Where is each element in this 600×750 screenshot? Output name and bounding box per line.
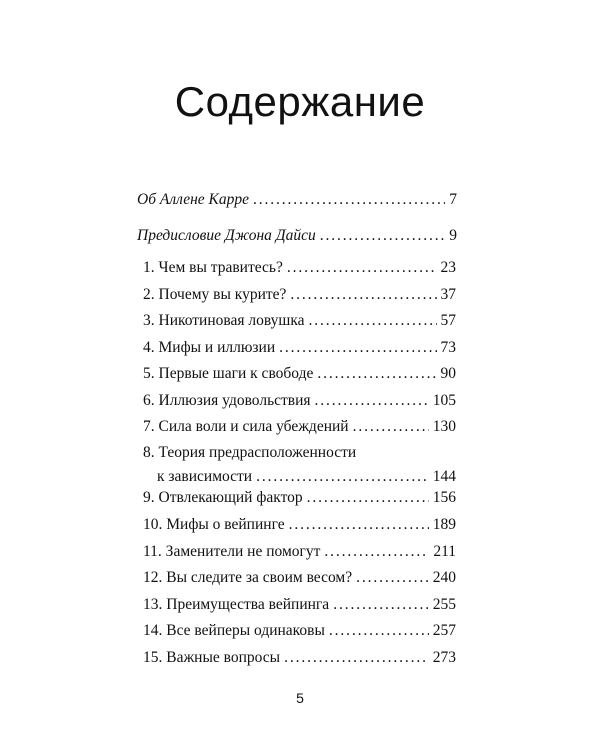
dot-leader [279,339,436,357]
dot-leader [256,468,429,486]
toc-entry-page: 9 [449,227,457,244]
toc-entry-page: 211 [433,543,456,560]
toc-entry-title: Предисловие Джона Дайси [137,227,316,244]
dot-leader [309,312,437,330]
toc-entry-page: 37 [440,286,456,303]
toc-entry-title: 15. Важные вопросы [143,649,281,666]
toc-entry-title: 2. Почему вы курите? [143,286,287,303]
toc-entry-title: 9. Отвлекающий фактор [143,489,303,506]
toc-entry-chapter-8[interactable] [143,444,456,486]
dot-leader [307,489,429,507]
dot-leader [333,596,429,614]
toc-entry-chapter-7[interactable] [143,418,456,436]
toc-entry-page: 156 [432,489,456,506]
toc-entry-page: 130 [432,418,456,435]
toc-entry-page: 273 [432,649,456,666]
toc-entry-title: 3. Никотиновая ловушка [143,312,305,329]
toc-entry-chapter-2[interactable] [143,286,456,304]
toc-entry-page: 144 [432,468,456,485]
toc-entry-chapter-15[interactable] [143,649,456,667]
toc-entry-page: 105 [432,392,456,409]
toc-entry-page: 240 [432,569,456,586]
toc-entry-page: 255 [432,596,456,613]
toc-entry-foreword[interactable] [137,227,457,245]
toc-entry-chapter-13[interactable] [143,596,456,614]
toc-entry-title: 10. Мифы о вейпинге [143,516,285,533]
toc-entry-page: 23 [440,259,456,276]
toc-entry-title: 5. Первые шаги к свободе [143,365,314,382]
toc-entry-page: 57 [440,312,456,329]
toc-entry-title: 7. Сила воли и сила убеждений [143,418,349,435]
toc-entry-page: 189 [432,516,456,533]
toc-entry-chapter-5[interactable] [143,365,456,383]
toc-entry-page: 257 [432,622,456,639]
dot-leader [289,516,429,534]
toc-entry-about-author[interactable] [137,191,457,209]
dot-leader [324,543,429,561]
toc-entry-title: 1. Чем вы травитесь? [143,259,283,276]
dot-leader [317,365,436,383]
dot-leader [356,569,429,587]
dot-leader [320,227,445,245]
dot-leader [290,286,436,304]
toc-entry-title: 12. Вы следите за своим весом? [143,569,353,586]
dot-leader [284,649,429,667]
toc-entry-title: Об Аллене Карре [137,191,249,208]
toc-entry-title-line2: к зависимости [157,468,253,485]
toc-entry-chapter-11[interactable] [143,543,456,561]
dot-leader [253,191,445,209]
toc-entry-title: 8. Теория предрасположенности [143,444,357,461]
dot-leader [353,418,429,436]
toc-entry-chapter-3[interactable] [143,312,456,330]
toc-entry-title: 6. Иллюзия удовольствия [143,392,311,409]
toc-entry-chapter-9[interactable] [143,489,456,507]
page-number: 5 [296,690,304,706]
dot-leader [329,622,429,640]
toc-entry-page: 73 [440,339,456,356]
toc-entry-page: 7 [449,191,457,208]
dot-leader [315,392,429,410]
toc-entry-chapter-1[interactable] [143,259,456,277]
toc-entry-title: 14. Все вейперы одинаковы [143,622,325,639]
page-title: Содержание [174,78,426,125]
toc-entry-page: 90 [440,365,456,382]
toc-entry-title: 11. Заменители не помогут [143,543,321,560]
toc-entry-chapter-4[interactable] [143,339,456,357]
toc-entry-title: 13. Преимущества вейпинга [143,596,330,613]
dot-leader [287,259,437,277]
toc-entry-title: 4. Мифы и иллюзии [143,339,276,356]
toc-entry-chapter-10[interactable] [143,516,456,534]
toc-entry-continuation [143,468,456,486]
toc-entry-chapter-6[interactable] [143,392,456,410]
toc-entry-chapter-14[interactable] [143,622,456,640]
toc-entry-chapter-12[interactable] [143,569,456,587]
